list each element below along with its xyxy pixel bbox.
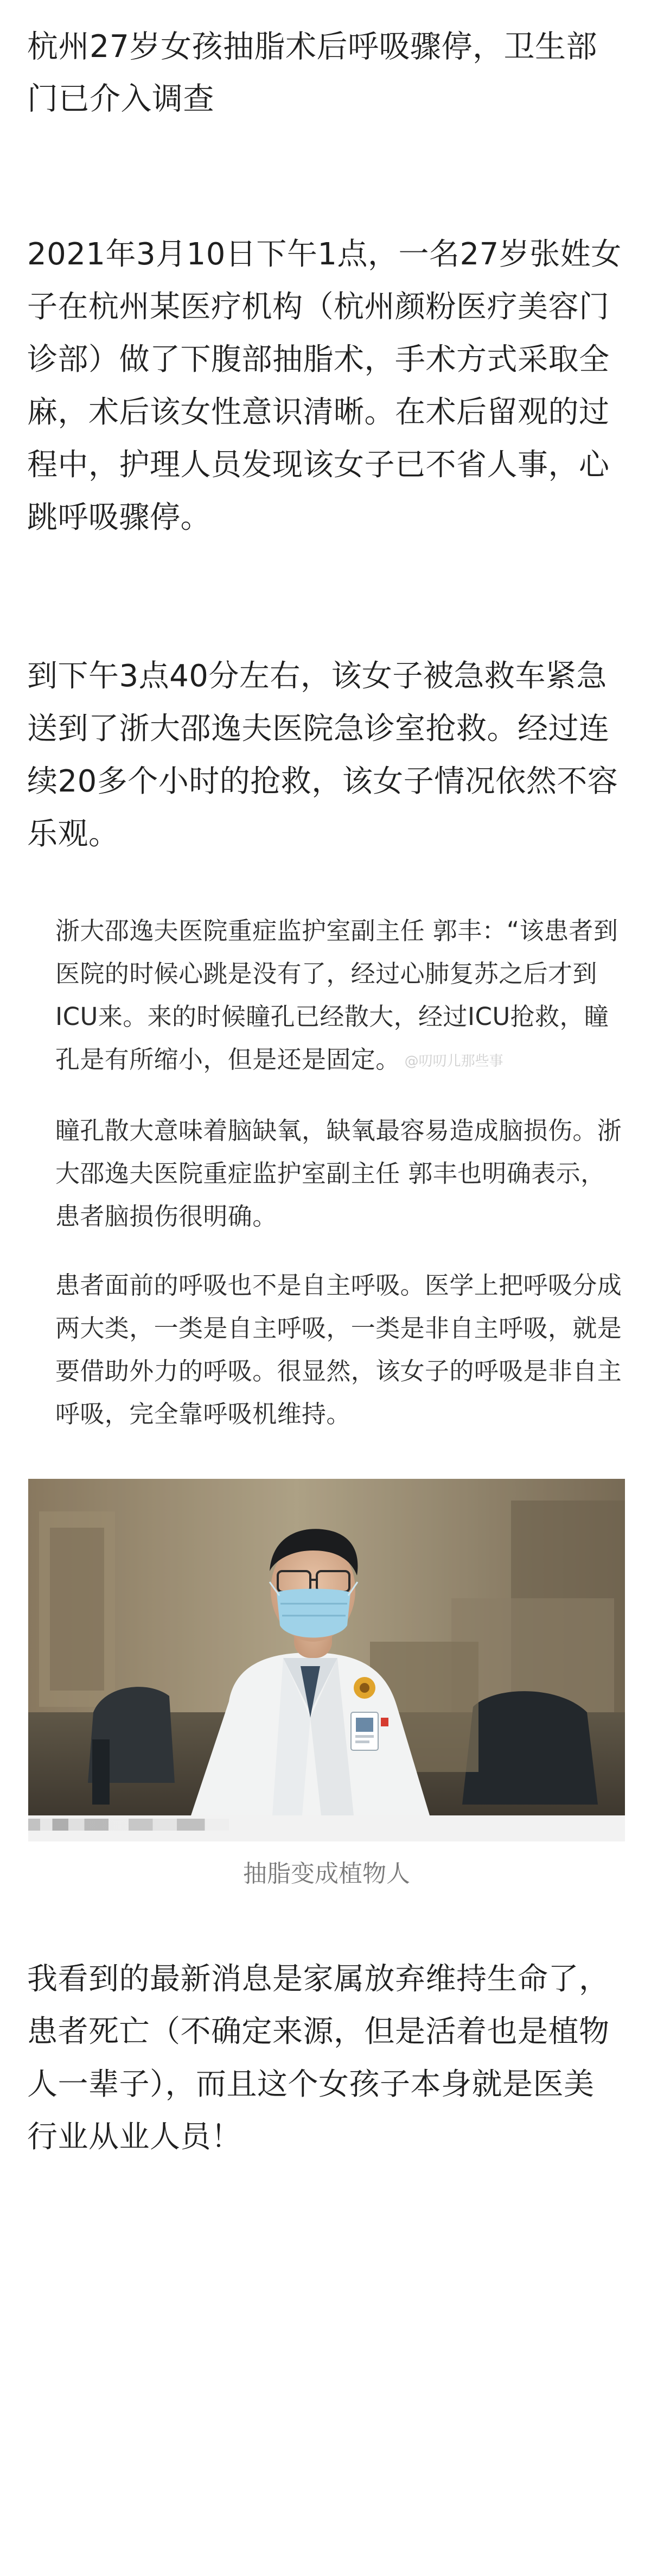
article-paragraph-1: 2021年3月10日下午1点，一名27岁张姓女子在杭州某医疗机构（杭州颜粉医疗美容门诊部）做了下腹部抽脂术，手术方式采取全麻，术后该女性意识清晰。在术后留观的过程中，护理人员发现该女子已不省人事，心跳呼吸骤停。 xyxy=(27,237,622,535)
doctor-interview-photo[interactable] xyxy=(28,1479,625,1815)
article-headline: 杭州27岁女孩抽脂术后呼吸骤停，卫生部门已介入调查 xyxy=(27,29,598,117)
quote-paragraph-1-text: 浙大邵逸夫医院重症监护室副主任 郭丰：“该患者到医院的时候心跳是没有了，经过心肺复苏之后才到ICU来。来的时候瞳孔已经散大，经过ICU抢救，瞳孔是有所缩小，但是还是固定。 xyxy=(55,916,618,1074)
article-paragraph-2: 到下午3点40分左右，该女子被急救车紧急送到了浙大邵逸夫医院急诊室抢救。经过连续20多个小时的抢救，该女子情况依然不容乐观。 xyxy=(27,659,618,852)
obscured-credit-text xyxy=(28,1819,229,1831)
article-page xyxy=(0,21,651,2576)
quote-paragraph-3: 患者面前的呼吸也不是自主呼吸。医学上把呼吸分成两大类，一类是自主呼吸，一类是非自主呼吸，就是要借助外力的呼吸。很显然，该女子的呼吸是非自主呼吸，完全靠呼吸机维持。 xyxy=(55,1270,622,1428)
watermark-text: @叨叨儿那些事 xyxy=(404,1053,503,1069)
news-photo-container xyxy=(28,1479,625,1890)
image-caption: 抽脂变成植物人 xyxy=(243,1859,410,1888)
quote-paragraph-1 xyxy=(55,909,624,1083)
article-paragraph-3: 我看到的最新消息是家属放弃维持生命了，患者死亡（不确定来源，但是活着也是植物人一辈子），而且这个女孩子本身就是医美行业从业人员！ xyxy=(27,1961,610,2155)
quoted-news-block xyxy=(27,909,624,1435)
photo-credit-strip xyxy=(28,1815,625,1841)
quote-paragraph-2: 瞳孔散大意味着脑缺氧，缺氧最容易造成脑损伤。浙大邵逸夫医院重症监护室副主任 郭丰也明确表示，患者脑损伤很明确。 xyxy=(55,1116,622,1231)
